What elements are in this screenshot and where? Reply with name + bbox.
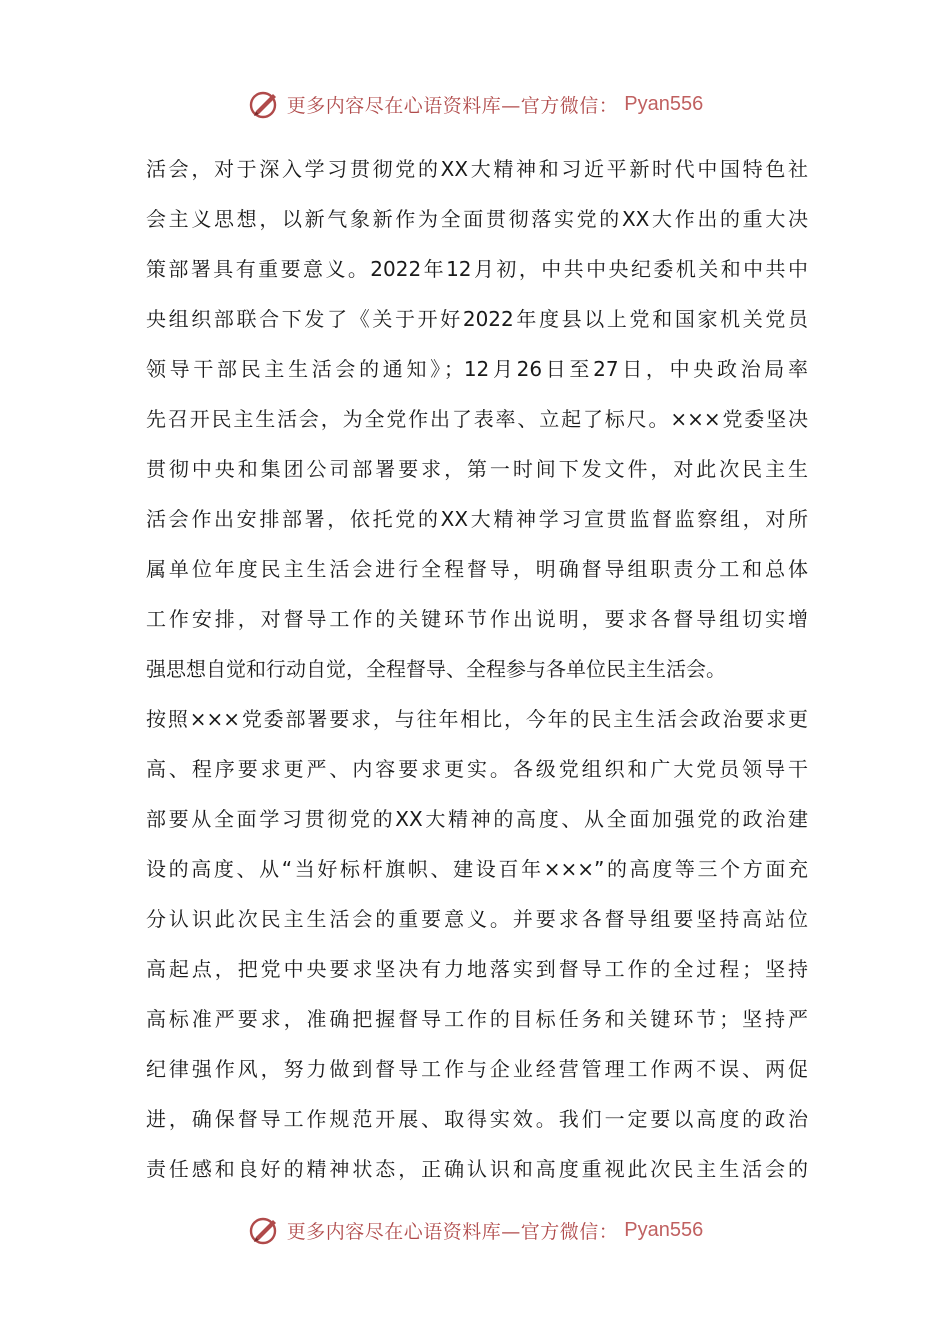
- body-line: 策部署具有重要意义。2022年12月初，中共中央纪委机关和中共中: [146, 257, 808, 281]
- body-line: 部要从全面学习贯彻党的XX大精神的高度、从全面加强党的政治建: [146, 807, 808, 831]
- footer-watermark: [0, 1210, 950, 1250]
- watermark-text: 更多内容尽在心语资料库—官方微信：: [286, 94, 619, 117]
- body-line: 高、程序要求更严、内容要求更实。各级党组织和广大党员领导干: [146, 757, 808, 781]
- body-line: 高标准严要求，准确把握督导工作的目标任务和关键环节；坚持严: [146, 1007, 808, 1031]
- body-line: 纪律强作风，努力做到督导工作与企业经营管理工作两不误、两促: [146, 1057, 808, 1081]
- body-line: 领导干部民主生活会的通知》；12月26日至27日，中央政治局率: [146, 357, 808, 381]
- body-line: 按照×××党委部署要求，与往年相比，今年的民主生活会政治要求更: [146, 707, 808, 731]
- body-line: 工作安排，对督导工作的关键环节作出说明，要求各督导组切实增: [146, 607, 808, 631]
- body-line: 高起点，把党中央要求坚决有力地落实到督导工作的全过程；坚持: [146, 957, 808, 981]
- body-line: 活会作出安排部署，依托党的XX大精神学习宣贯监督监察组，对所: [146, 507, 808, 531]
- pen-circle-logo-icon: [247, 1213, 281, 1247]
- body-line: 进，确保督导工作规范开展、取得实效。我们一定要以高度的政治: [146, 1107, 808, 1131]
- body-line: 先召开民主生活会，为全党作出了表率、立起了标尺。×××党委坚决: [146, 407, 808, 431]
- body-line: 属单位年度民主生活会进行全程督导，明确督导组职责分工和总体: [146, 557, 808, 581]
- header-watermark: [0, 84, 950, 124]
- document-body: [146, 144, 808, 1194]
- watermark-wechat-id: Pyan556: [624, 92, 704, 115]
- body-line: 设的高度、从“当好标杆旗帜、建设百年×××”的高度等三个方面充: [146, 857, 808, 881]
- body-line: 分认识此次民主生活会的重要意义。并要求各督导组要坚持高站位: [146, 907, 808, 931]
- body-line: 强思想自觉和行动自觉，全程督导、全程参与各单位民主生活会。: [146, 657, 726, 681]
- watermark-text: 更多内容尽在心语资料库—官方微信：: [286, 1220, 619, 1243]
- watermark-wechat-id: Pyan556: [624, 1218, 704, 1241]
- body-line: 活会，对于深入学习贯彻党的XX大精神和习近平新时代中国特色社: [146, 157, 808, 181]
- body-line: 会主义思想，以新气象新作为全面贯彻落实党的XX大作出的重大决: [146, 207, 808, 231]
- pen-circle-logo-icon: [247, 87, 281, 121]
- body-line: 责任感和良好的精神状态，正确认识和高度重视此次民主生活会的: [146, 1157, 808, 1181]
- body-line: 央组织部联合下发了《关于开好2022年度县以上党和国家机关党员: [146, 307, 808, 331]
- body-line: 贯彻中央和集团公司部署要求，第一时间下发文件，对此次民主生: [146, 457, 808, 481]
